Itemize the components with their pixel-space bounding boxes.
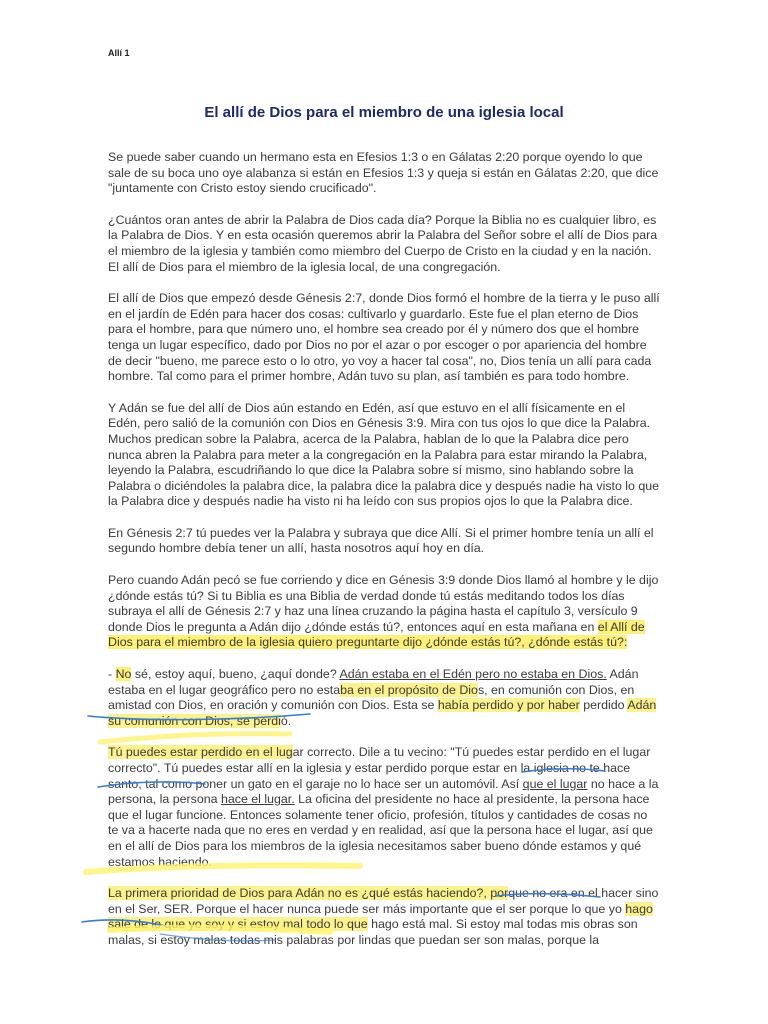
paragraph-6-text: Pero cuando Adán pecó se fue corriendo y dice en Génesis 3:9 donde Dios llamó al hombre y le dijo ¿dónde estás tú? Si tu Biblia es una Biblia de verdad donde tú estás meditando todos los días subraya el allí de Génesis 2:7 y haz una línea cruzando la página hasta el capítulo 3, versículo 9 donde Dios le pregunta a Adán dijo ¿dónde estás tú?, entonces aquí en esta mañana en (108, 573, 659, 634)
highlighted-primera-prioridad: La primera prioridad de Dios para Adán no es ¿qué estás haciendo?, por (108, 886, 509, 901)
document-title: El allí de Dios para el miembro de una iglesia local (204, 104, 564, 121)
paragraph-7-text-3: s, en comunión con Dios, en amistad con Dios, en oración y comunión con Dios. Esta se (108, 682, 635, 713)
highlighted-lugar-correcto: Tú puedes estar perdido en el lug (108, 745, 293, 760)
paragraph-3: El allí de Dios que empezó desde Génesis 2:7, donde Dios formó el hombre de la tierra y le puso allí en el jardín de Edén para hacer dos cosas: cultivarlo y guardarlo. Este fue el plan eterno de Dios para el hombre, para que número uno, el hombre sea creado por él y número dos que el hombre tenga un lugar específico, dado por Dios no por el azar o por escoger o por apariencia del hombre de decir "bueno, me parece esto o lo otro, yo voy a hacer tal cosa", no, Dios tenía un allí para cada hombre. Tal como para el primer hombre, Adán tuvo su plan, así también es para todo hombre. (108, 291, 660, 384)
highlighted-comunion: Adán su comunión con Dios, se perdi (108, 698, 657, 728)
paragraph-6 (108, 573, 660, 651)
highlighted-habia-perdido: había perdido y por haber (437, 698, 580, 713)
paragraph-8-text-1: ar correcto. Dile a tu vecino: "Tú puedes estar perdido en el lugar correcto". Tú puedes estar allí en la iglesia y estar perdido porque estar en la iglesia no te hace santo, tal como poner un gato en el garaje no lo hace ser un automóvil. Así (108, 745, 651, 791)
paragraph-8-text-3: La oficina del presidente no hace al presidente, la persona hace que el lugar funcione. Entonces solamente tener oficio, profesión, títulos y cantidades de cosas no te va a hacerte nada que no eres en verdad y en realidad, así que la persona hace el lugar, así que en el allí de Dios para los miembros de la iglesia necesitamos saber bueno dónde estamos y qué estamos haciendo. (108, 792, 653, 869)
paragraph-4: Y Adán se fue del allí de Dios aún estando en Edén, así que estuvo en el allí físicamente en el Edén, pero salió de la comunión con Dios en Génesis 3:9. Mira con tus ojos lo que dice la Palabra. Muchos predican sobre la Palabra, acerca de la Palabra, hablan de lo que la Palabra dice pero nunca abren la Palabra para meter a la congregación en la Palabra para estar mirando la Palabra, leyendo la Palabra, escudriñando lo que dice la Palabra sobre sí mismo, sino hablando sobre la Palabra o diciéndoles la palabra dice, la palabra dice la palabra dice y después nadie ha visto lo que la Palabra dice y después nadie ha visto ni ha leído con sus propios ojos lo que la Palabra dice. (108, 400, 660, 509)
paragraph-7-text-2: Adán estaba en el lugar geográfico pero no esta (108, 667, 639, 697)
highlighted-no: No (115, 667, 132, 682)
paragraph-5: En Génesis 2:7 tú puedes ver la Palabra y subraya que dice Allí. Si el primer hombre tenía un allí el segundo hombre debía tener un allí, hasta nosotros aquí hoy en día. (108, 525, 654, 556)
underlined-que-el-lugar: que el lugar (522, 776, 588, 791)
paragraph-1: Se puede saber cuando un hermano esta en Efesios 1:3 o en Gálatas 2:20 porque oyendo lo que sale de su boca uno oye alabanza si están en Efesios 1:3 y queja si están en Gálatas 2:20, que dice "juntamente con Cristo estoy siendo crucificado". (108, 150, 659, 196)
paragraph-8-text-2: no hace a la persona, la persona (108, 776, 659, 807)
underlined-adan-sentence: Adán estaba en el Edén pero no estaba en Dios. (339, 667, 607, 682)
underlined-hace-el-lugar: hace el lugar. (220, 792, 295, 807)
paragraph-7 (108, 667, 660, 729)
paragraph-7-text-1: sé, estoy aquí, bueno, ¿aquí donde? (131, 667, 340, 682)
highlighted-question: el Allí de Dios para el miembro de la iglesia quiero preguntarte dijo ¿dónde estás tú?, ¿dónde estás tú?: (108, 619, 645, 650)
page-header: Allí 1 (108, 48, 130, 58)
dash-text: - (108, 667, 116, 682)
paragraph-9-text-2: hago está mal. Si estoy mal todas mis obras son malas, si estoy malas todas mis palabras por lindas que puedan ser son malas, porque la (108, 917, 638, 947)
paragraph-7-text-4: perdido (579, 698, 628, 713)
paragraph-8 (108, 745, 660, 870)
highlighted-hago-sale: hago sale de lo que yo soy y si estoy mal todo lo que (108, 901, 653, 932)
document-body (108, 150, 660, 965)
paragraph-9-text-1: que no era en el hacer sino en el Ser, SER. Porque el hacer nunca puede ser más importante que el ser porque lo que yo (108, 886, 659, 916)
paragraph-2: ¿Cuántos oran antes de abrir la Palabra de Dios cada día? Porque la Biblia no es cualquier libro, es la Palabra de Dios. Y en esta ocasión queremos abrir la Palabra del Señor sobre el allí de Dios para el miembro de la iglesia y también como miembro del Cuerpo de Cristo en la ciudad y en la nación. El allí de Dios para el miembro de la iglesia local, de una congregación. (108, 212, 658, 274)
paragraph-7-text-5: ó. (280, 713, 292, 728)
paragraph-9 (108, 886, 660, 948)
highlighted-proposito: ba en el propósito de Dio (340, 682, 478, 697)
